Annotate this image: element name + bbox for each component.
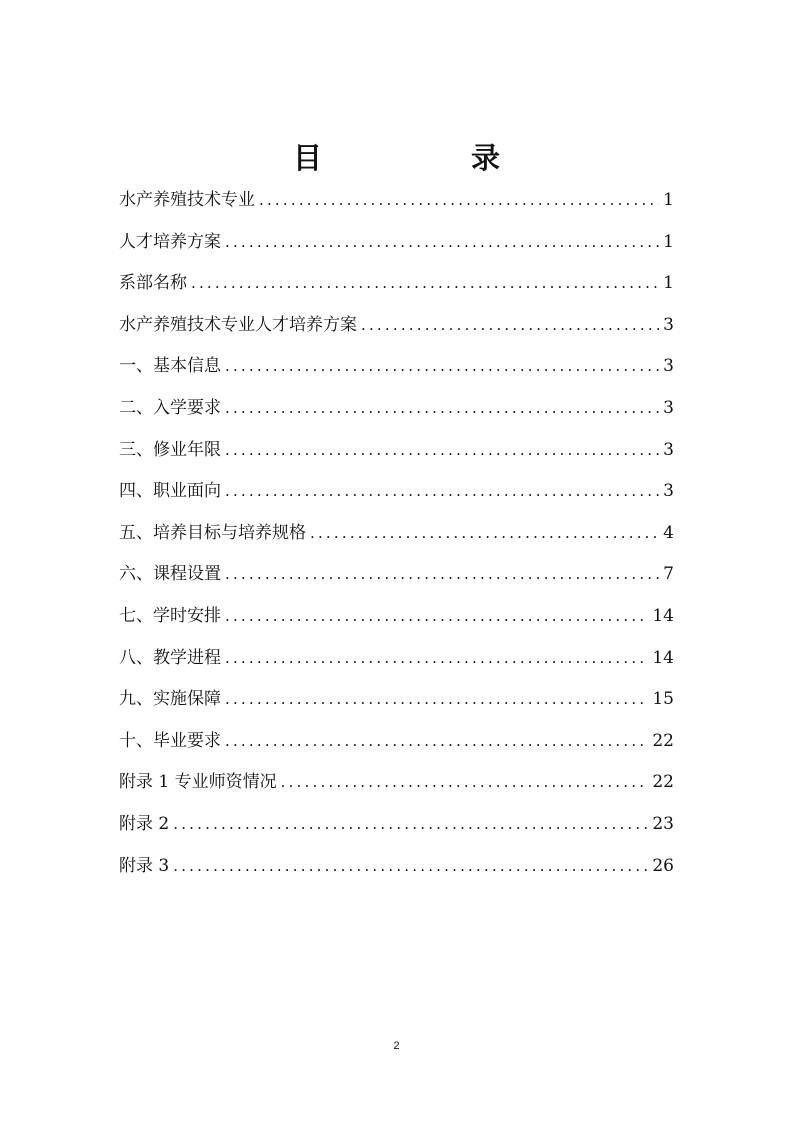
- toc-entry-page: 22: [652, 730, 674, 751]
- toc-leader-dots: [225, 430, 659, 472]
- toc-leader-dots: [225, 222, 659, 264]
- toc-entry-label: 附录 2: [119, 813, 170, 834]
- toc-leader-dots: [191, 263, 659, 305]
- toc-entry-page: 3: [663, 397, 674, 418]
- toc-leader-dots: [259, 180, 659, 222]
- toc-entry-label: 水产养殖技术专业人才培养方案: [119, 314, 357, 335]
- toc-entry-page: 3: [663, 356, 674, 377]
- toc-entry[interactable]: [119, 388, 674, 430]
- toc-entry-page: 3: [663, 314, 674, 335]
- toc-entry-page: 7: [663, 564, 674, 585]
- toc-entry[interactable]: [119, 513, 674, 555]
- toc-entry[interactable]: [119, 762, 674, 804]
- toc-leader-dots: [173, 846, 648, 888]
- toc-entry-page: 1: [663, 190, 674, 210]
- toc-entry[interactable]: [119, 263, 674, 305]
- toc-entry-page: 3: [663, 481, 674, 502]
- toc-entry-page: 26: [652, 855, 674, 876]
- toc-leader-dots: [173, 804, 648, 846]
- toc-title: 目 录: [292, 141, 560, 175]
- toc-leader-dots: [281, 762, 649, 804]
- toc-list: [119, 180, 674, 887]
- toc-entry-page: 23: [652, 813, 674, 834]
- toc-leader-dots: [310, 513, 659, 555]
- toc-entry[interactable]: [119, 554, 674, 596]
- toc-leader-dots: [225, 721, 648, 763]
- toc-entry-page: 14: [652, 605, 674, 626]
- toc-entry-page: 14: [652, 647, 674, 668]
- toc-entry-page: 3: [663, 439, 674, 460]
- toc-leader-dots: [225, 596, 648, 638]
- toc-entry-label: 九、实施保障: [119, 689, 221, 710]
- toc-entry-label: 八、教学进程: [119, 647, 221, 668]
- toc-entry-label: 二、入学要求: [119, 397, 221, 418]
- toc-leader-dots: [361, 305, 659, 347]
- toc-entry-label: 一、基本信息: [119, 356, 221, 377]
- toc-entry[interactable]: [119, 180, 674, 222]
- toc-leader-dots: [225, 346, 659, 388]
- toc-entry-label: 五、培养目标与培养规格: [119, 522, 306, 543]
- toc-entry[interactable]: [119, 679, 674, 721]
- toc-entry-label: 附录 1 专业师资情况: [119, 772, 277, 793]
- toc-leader-dots: [225, 388, 659, 430]
- toc-entry-page: 22: [652, 772, 674, 793]
- toc-entry-label: 十、毕业要求: [119, 730, 221, 751]
- toc-entry[interactable]: [119, 804, 674, 846]
- toc-entry-page: 15: [652, 689, 674, 710]
- toc-entry[interactable]: [119, 721, 674, 763]
- toc-leader-dots: [225, 471, 659, 513]
- toc-entry-page: 1: [663, 273, 674, 294]
- toc-entry[interactable]: [119, 638, 674, 680]
- toc-entry-page: 4: [663, 522, 674, 543]
- toc-entry[interactable]: [119, 222, 674, 264]
- toc-entry-page: 1: [663, 231, 674, 252]
- toc-entry-label: 附录 3: [119, 855, 170, 876]
- toc-leader-dots: [225, 638, 648, 680]
- toc-entry[interactable]: [119, 471, 674, 513]
- toc-entry-label: 四、职业面向: [119, 481, 221, 502]
- toc-entry-label: 六、课程设置: [119, 564, 221, 585]
- toc-leader-dots: [225, 679, 648, 721]
- toc-entry[interactable]: [119, 596, 674, 638]
- toc-entry-label: 水产养殖技术专业: [119, 190, 255, 210]
- toc-leader-dots: [225, 554, 659, 596]
- page-number: 2: [393, 1040, 400, 1052]
- toc-entry[interactable]: [119, 846, 674, 888]
- toc-entry[interactable]: [119, 430, 674, 472]
- toc-entry[interactable]: [119, 305, 674, 347]
- toc-entry-label: 三、修业年限: [119, 439, 221, 460]
- toc-entry-label: 系部名称: [119, 273, 187, 294]
- toc-entry[interactable]: [119, 346, 674, 388]
- toc-entry-label: 七、学时安排: [119, 605, 221, 626]
- toc-entry-label: 人才培养方案: [119, 231, 221, 252]
